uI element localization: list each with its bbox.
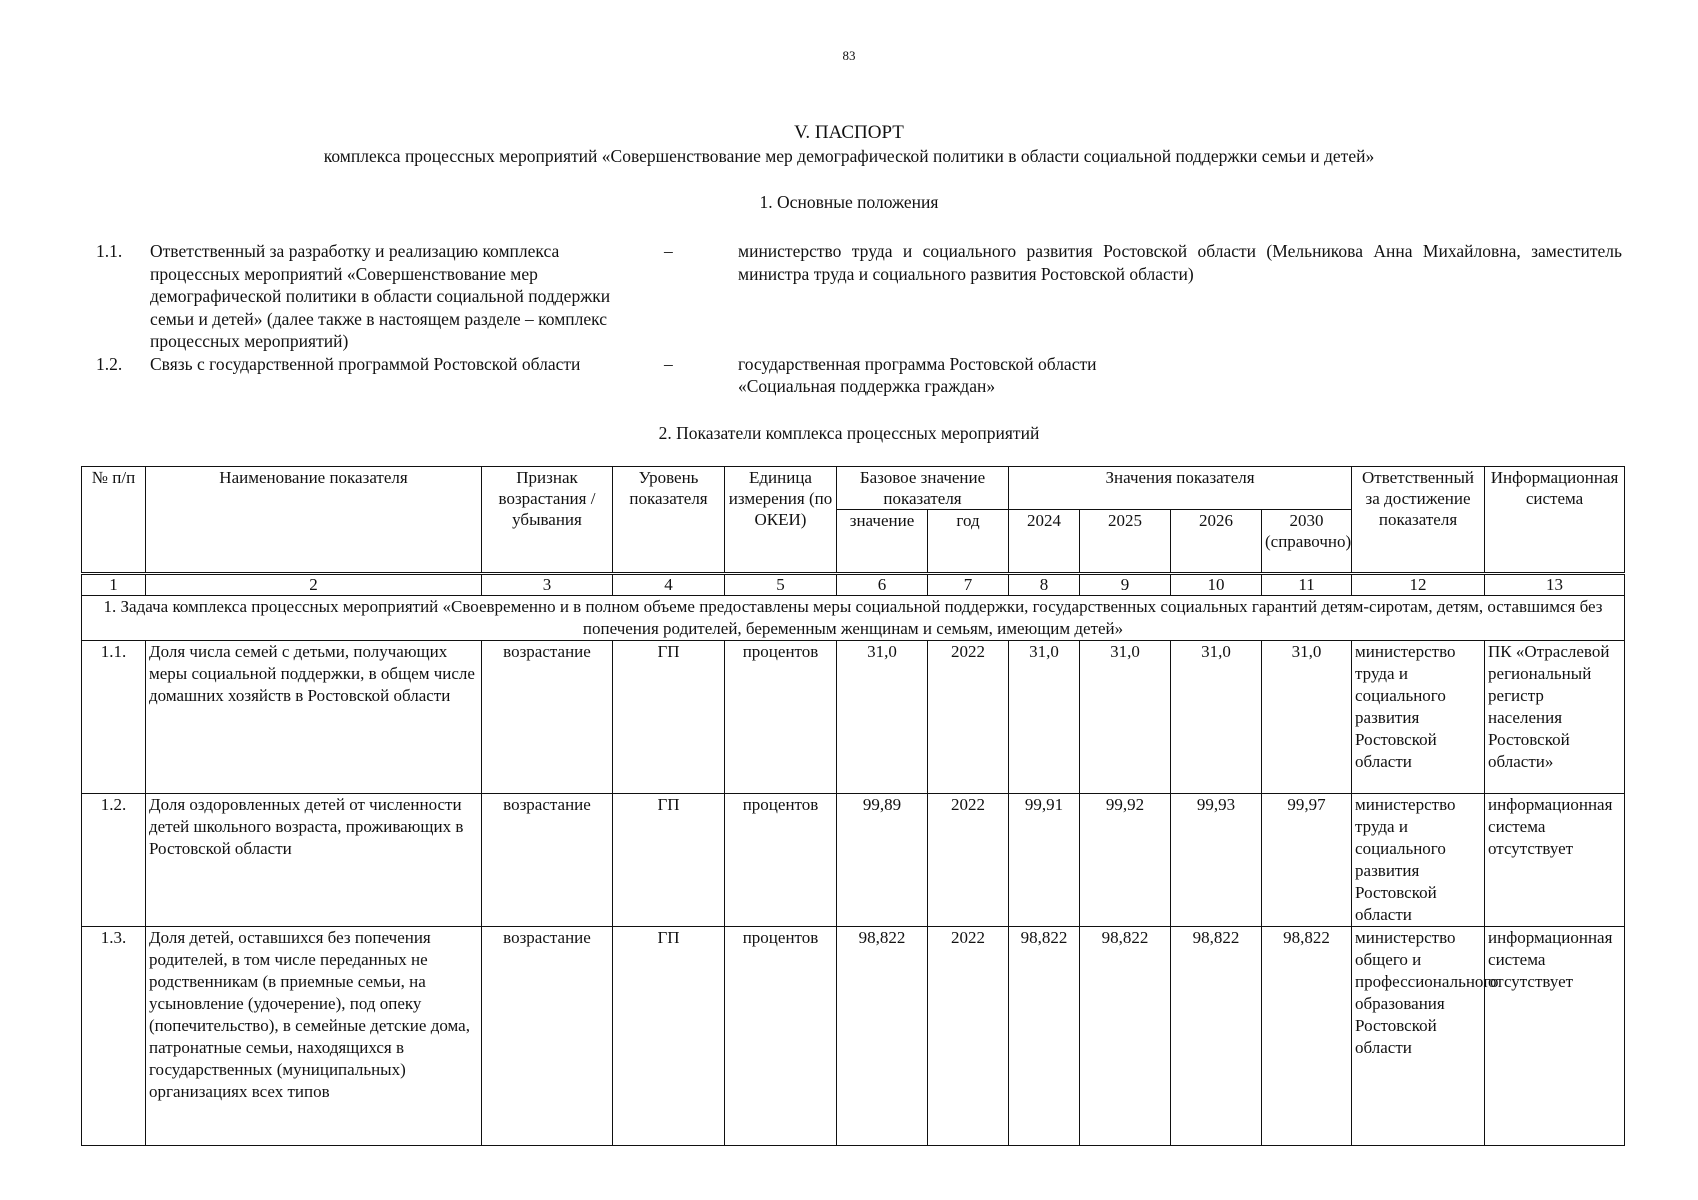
- provision-row: [96, 353, 1622, 398]
- task-row: [82, 596, 1625, 641]
- header-values: Значения показателя: [1009, 467, 1352, 510]
- column-number: 4: [613, 574, 725, 596]
- header-year-2026: 2026: [1171, 510, 1262, 574]
- row-value-2030: 98,822: [1262, 927, 1352, 1146]
- header-trend: Признак возрастания / убывания: [482, 467, 613, 574]
- row-value-2025: 31,0: [1080, 641, 1171, 794]
- passport-subtitle: комплекса процессных мероприятий «Совершенствование мер демографической политики в области социальной поддержки семьи и детей»: [323, 146, 1375, 166]
- column-number: 9: [1080, 574, 1171, 596]
- indicators-table: [81, 466, 1625, 1146]
- table-header-row: [82, 467, 1625, 510]
- provision-number: 1.1.: [96, 241, 123, 261]
- header-base: Базовое значение показателя: [837, 467, 1009, 510]
- column-number: 7: [928, 574, 1009, 596]
- column-number: 6: [837, 574, 928, 596]
- row-base-year: 2022: [928, 794, 1009, 927]
- page-number: 83: [842, 48, 856, 63]
- header-unit: Единица измерения (по ОКЕИ): [725, 467, 837, 574]
- row-info-system: информационная система отсутствует: [1485, 794, 1625, 927]
- table-row: [82, 927, 1625, 1146]
- table-row: [82, 641, 1625, 794]
- row-trend: возрастание: [482, 794, 613, 927]
- header-num: № п/п: [82, 467, 146, 574]
- row-value-2024: 31,0: [1009, 641, 1080, 794]
- column-number: 8: [1009, 574, 1080, 596]
- header-info-system: Информационная система: [1485, 467, 1625, 574]
- row-name: Доля детей, оставшихся без попечения родителей, в том числе переданных не родственникам (в приемные семьи, на усыновление (удочерение), под опеку (попечительство), в семейные детские дома, патронатные семьи, находящихся в государственных (муниципальных) организациях всех типов: [146, 927, 482, 1146]
- row-unit: процентов: [725, 927, 837, 1146]
- column-number: 10: [1171, 574, 1262, 596]
- row-trend: возрастание: [482, 927, 613, 1146]
- header-responsible: Ответственный за достижение показателя: [1352, 467, 1485, 574]
- column-number: 2: [146, 574, 482, 596]
- row-responsible: министерство труда и социального развития Ростовской области: [1352, 794, 1485, 927]
- row-info-system: ПК «Отраслевой региональный регистр населения Ростовской области»: [1485, 641, 1625, 794]
- provision-label: Ответственный за разработку и реализацию комплекса процессных мероприятий «Совершенствование мер демографической политики в области социальной поддержки семьи и детей» (далее также в настоящем разделе – комплекс процессных мероприятий): [150, 241, 611, 351]
- row-base-value: 31,0: [837, 641, 928, 794]
- header-base-value: значение: [837, 510, 928, 574]
- provision-label: Связь с государственной программой Ростовской области: [150, 353, 581, 374]
- column-number: 12: [1352, 574, 1485, 596]
- row-value-2026: 98,822: [1171, 927, 1262, 1146]
- column-number: 5: [725, 574, 837, 596]
- provision-number: 1.2.: [96, 353, 123, 374]
- header-name: Наименование показателя: [146, 467, 482, 574]
- row-responsible: министерство труда и социального развития Ростовской области: [1352, 641, 1485, 794]
- column-number: 1: [82, 574, 146, 596]
- provision-value: министерство труда и социального развития Ростовской области (Мельникова Анна Михайловна, заместитель министра труда и социального развития Ростовской области): [738, 241, 1622, 284]
- row-trend: возрастание: [482, 641, 613, 794]
- row-num: 1.2.: [82, 794, 146, 927]
- row-level: ГП: [613, 641, 725, 794]
- row-unit: процентов: [725, 794, 837, 927]
- row-base-value: 98,822: [837, 927, 928, 1146]
- row-unit: процентов: [725, 641, 837, 794]
- row-level: ГП: [613, 927, 725, 1146]
- provision-row: [96, 240, 1622, 353]
- column-numbers-row: [82, 574, 1625, 596]
- section-basic-provisions-title: 1. Основные положения: [759, 192, 939, 212]
- task-text: 1. Задача комплекса процессных мероприятий «Своевременно и в полном объеме предоставлены меры социальной поддержки, государственных социальных гарантий детям-сиротам, детям, оставшимся без попечения родителей, беременным женщинам и семьям, имеющим детей»: [82, 596, 1625, 641]
- header-year-2025: 2025: [1080, 510, 1171, 574]
- row-base-year: 2022: [928, 927, 1009, 1146]
- row-value-2025: 99,92: [1080, 794, 1171, 927]
- row-name: Доля оздоровленных детей от численности детей школьного возраста, проживающих в Ростовской области: [146, 794, 482, 927]
- row-value-2024: 99,91: [1009, 794, 1080, 927]
- header-year-2024: 2024: [1009, 510, 1080, 574]
- row-num: 1.3.: [82, 927, 146, 1146]
- row-value-2026: 31,0: [1171, 641, 1262, 794]
- row-num: 1.1.: [82, 641, 146, 794]
- table-row: [82, 794, 1625, 927]
- row-level: ГП: [613, 794, 725, 927]
- row-value-2030: 99,97: [1262, 794, 1352, 927]
- header-level: Уровень показателя: [613, 467, 725, 574]
- basic-provisions: [96, 240, 1622, 398]
- row-value-2024: 98,822: [1009, 927, 1080, 1146]
- column-number: 11: [1262, 574, 1352, 596]
- row-name: Доля числа семей с детьми, получающих меры социальной поддержки, в общем числе домашних хозяйств в Ростовской области: [146, 641, 482, 794]
- provision-value: государственная программа Ростовской области «Социальная поддержка граждан»: [738, 353, 1097, 396]
- row-base-value: 99,89: [837, 794, 928, 927]
- column-number: 3: [482, 574, 613, 596]
- section-indicators-title: 2. Показатели комплекса процессных мероприятий: [658, 423, 1040, 443]
- header-year-2030: 2030 (справочно): [1262, 510, 1352, 574]
- column-number: 13: [1485, 574, 1625, 596]
- row-value-2026: 99,93: [1171, 794, 1262, 927]
- row-responsible: министерство общего и профессионального образования Ростовской области: [1352, 927, 1485, 1146]
- row-base-year: 2022: [928, 641, 1009, 794]
- row-value-2025: 98,822: [1080, 927, 1171, 1146]
- row-value-2030: 31,0: [1262, 641, 1352, 794]
- row-info-system: информационная система отсутствует: [1485, 927, 1625, 1146]
- header-base-year: год: [928, 510, 1009, 574]
- passport-title: V. ПАСПОРТ: [794, 122, 904, 143]
- provision-dash: –: [664, 353, 673, 374]
- provision-dash: –: [664, 241, 673, 261]
